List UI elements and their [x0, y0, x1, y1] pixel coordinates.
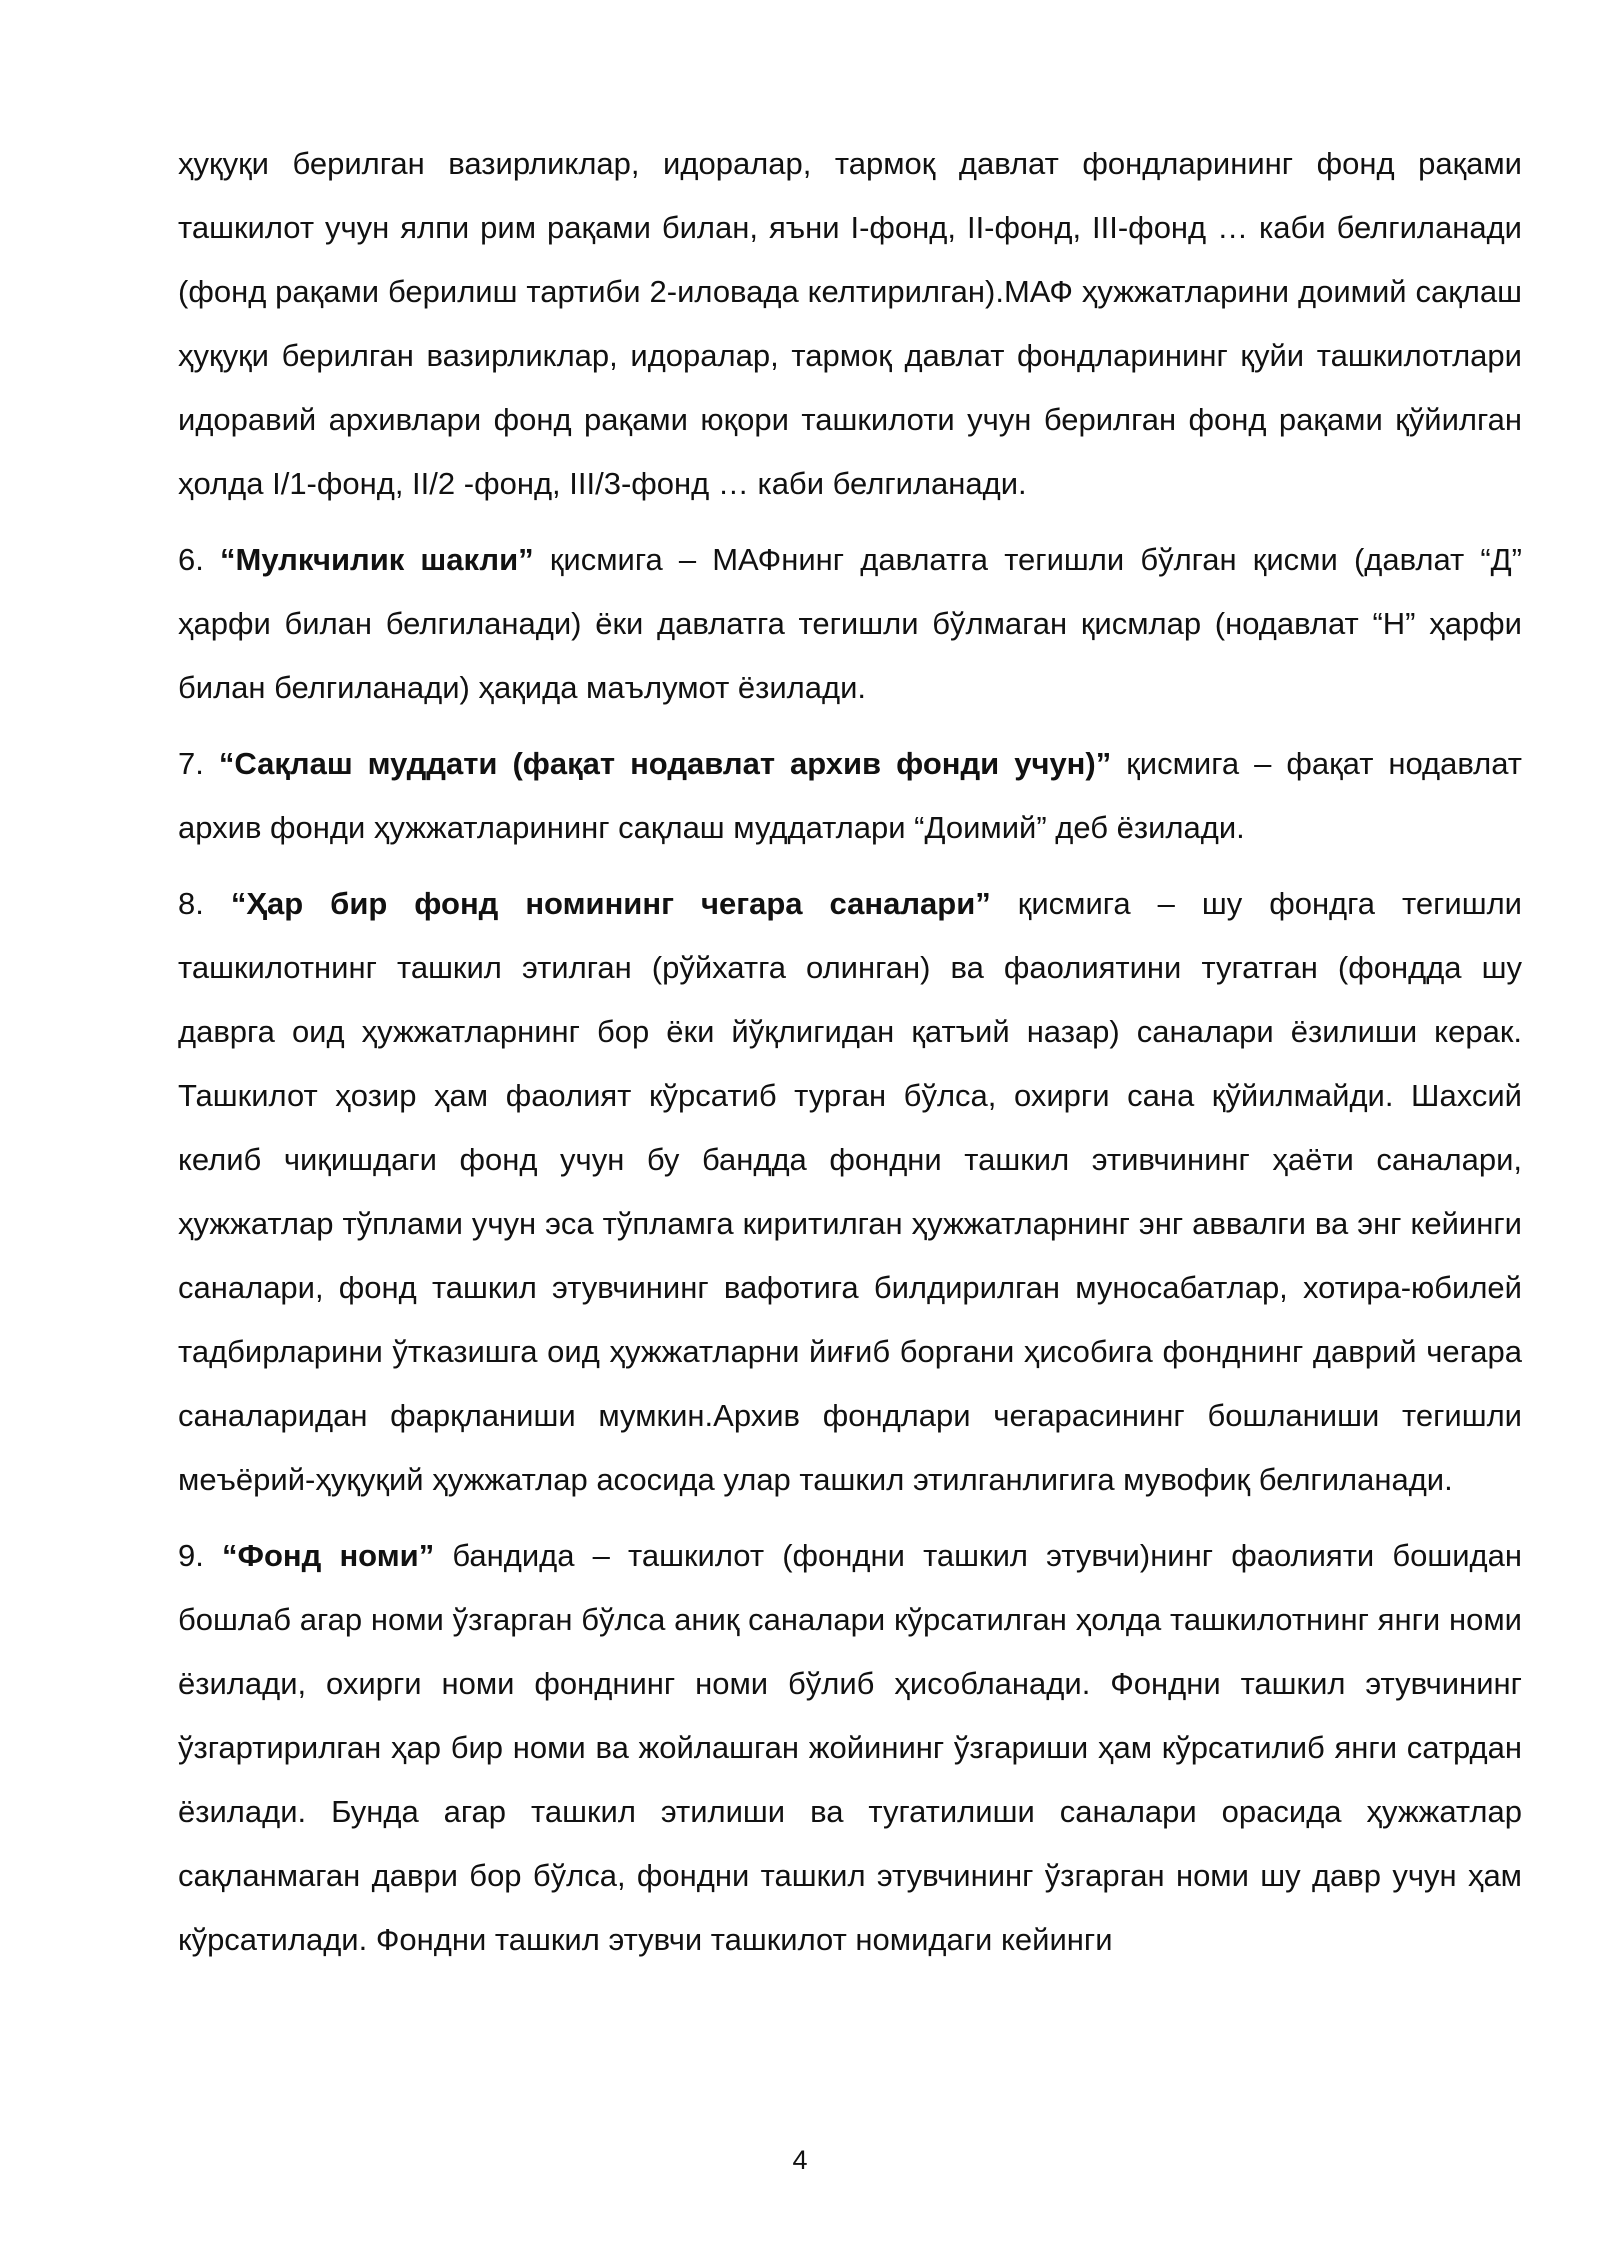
paragraph-heading: “Мулкчилик шакли” — [220, 542, 534, 577]
document-page — [178, 132, 1522, 1972]
paragraph-text: бандида – ташкилот (фондни ташкил этувчи)нинг фаолияти бошидан бошлаб агар номи ўзгарган бўлса аниқ саналари кўрсатилган ҳолда ташкилотнинг янги номи ёзилади, охирги номи фонднинг номи бўлиб ҳисобланади. Фондни ташкил этувчининг ўзгартирилган ҳар бир номи ва жойлашган жойининг ўзгариши ҳам кўрсатилиб янги сатрдан ёзилади. Бунда агар ташкил этилиши ва тугатилиши саналари орасида ҳужжатлар сақланмаган даври бор бўлса, фондни ташкил этувчининг ўзгарган номи шу давр учун ҳам кўрсатилади. Фондни ташкил этувчи ташкилот номидаги кейинги — [178, 1538, 1522, 1957]
paragraph-9 — [178, 1524, 1522, 1972]
page-number: 4 — [792, 2145, 808, 2175]
paragraph-text: қисмига – МАФнинг давлатга тегишли бўлган қисми (давлат “Д” ҳарфи билан белгиланади) ёки давлатга тегишли бўлмаган қисмлар (нодавлат “Н” ҳарфи билан белгиланади) ҳақида маълумот ёзилади. — [178, 542, 1522, 705]
paragraph-number: 8. — [178, 886, 204, 921]
paragraph-7 — [178, 732, 1522, 860]
paragraph-number: 7. — [178, 746, 204, 781]
paragraph-6 — [178, 528, 1522, 720]
paragraph-text: қисмига – фақат нодавлат архив фонди ҳужжатларининг сақлаш муддатлари “Доимий” деб ёзилади. — [178, 746, 1522, 845]
paragraph-8 — [178, 872, 1522, 1512]
paragraph-continuation — [178, 132, 1522, 516]
paragraph-number: 9. — [178, 1538, 204, 1573]
paragraph-heading: “Сақлаш муддати (фақат нодавлат архив фонди учун)” — [218, 746, 1112, 781]
paragraph-text: қисмига – шу фондга тегишли ташкилотнинг ташкил этилган (рўйхатга олинган) ва фаолиятини тугатган (фондда шу даврга оид ҳужжатларнинг бор ёки йўқлигидан қатъий назар) саналари ёзилиши керак. Ташкилот ҳозир ҳам фаолият кўрсатиб турган бўлса, охирги сана қўйилмайди. Шахсий келиб чиқишдаги фонд учун бу бандда фондни ташкил этивчининг ҳаёти саналари, ҳужжатлар тўплами учун эса тўпламга киритилган ҳужжатларнинг энг аввалги ва энг кейинги саналари, фонд ташкил этувчининг вафотига билдирилган муносабатлар, хотира-юбилей тадбирларини ўтказишга оид ҳужжатларни йиғиб боргани ҳисобига фонднинг даврий чегара саналаридан фарқланиши мумкин.Архив фондлари чегарасининг бошланиши тегишли меъёрий-ҳуқуқий ҳужжатлар асосида улар ташкил этилганлигига мувофиқ белгиланади. — [178, 886, 1522, 1497]
paragraph-number: 6. — [178, 542, 204, 577]
paragraph-text: ҳуқуқи берилган вазирликлар, идоралар, тармоқ давлат фондларининг фонд рақами ташкилот учун ялпи рим рақами билан, яъни I-фонд, II-фонд, III-фонд … каби белгиланади (фонд рақами берилиш тартиби 2-иловада келтирилган).МАФ ҳужжатларини доимий сақлаш ҳуқуқи берилган вазирликлар, идоралар, тармоқ давлат фондларининг қуйи ташкилотлари идоравий архивлари фонд рақами юқори ташкилоти учун берилган фонд рақами қўйилган ҳолда I/1-фонд, II/2 -фонд, III/3-фонд … каби белгиланади. — [178, 146, 1522, 501]
paragraph-heading: “Ҳар бир фонд номининг чегара саналари” — [230, 886, 991, 921]
paragraph-heading: “Фонд номи” — [222, 1538, 435, 1573]
